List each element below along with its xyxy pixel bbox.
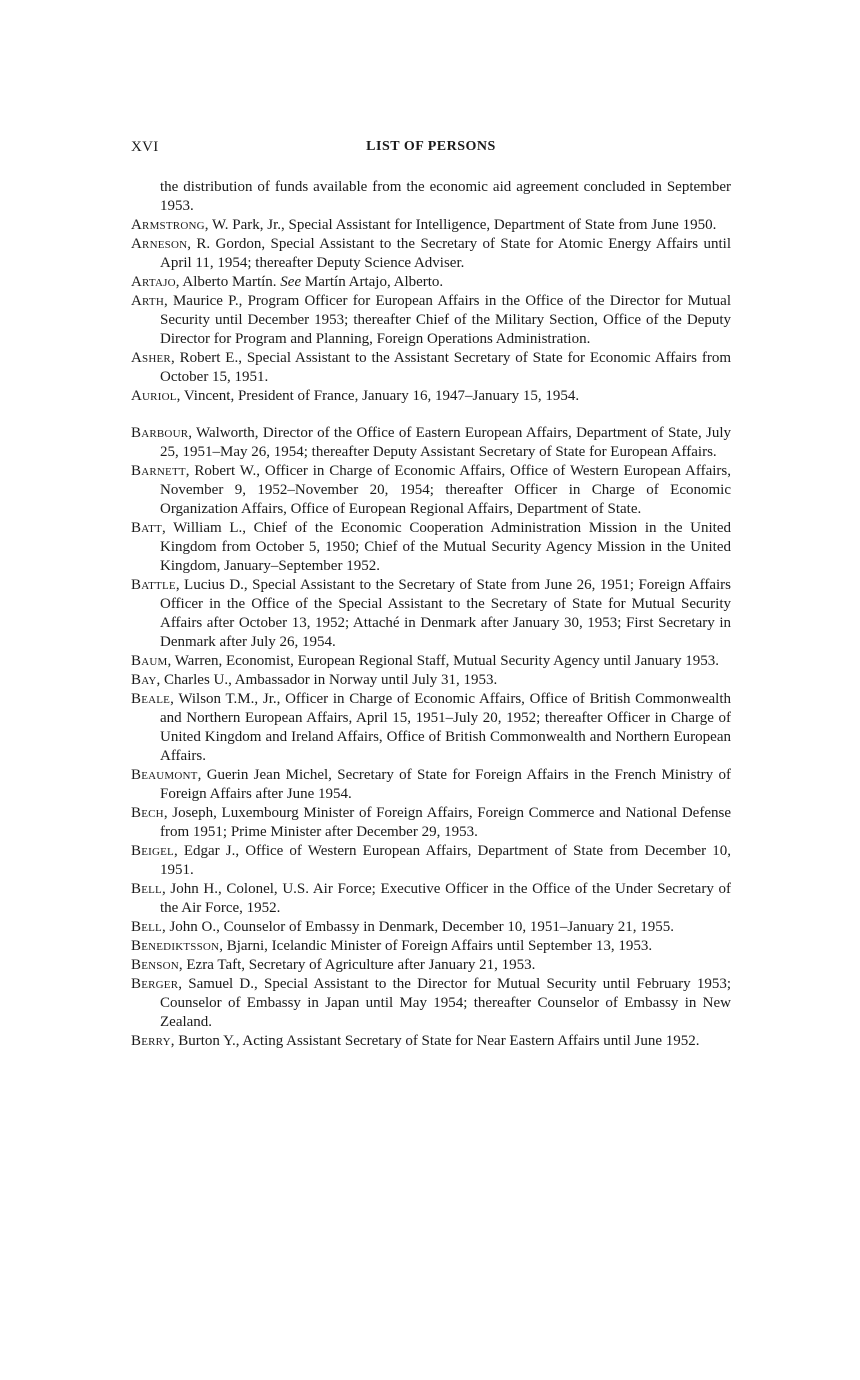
- entry-text: , John H., Colonel, U.S. Air Force; Executive Officer in the Office of the Under Secretary of the Air Force, 1952.: [160, 881, 731, 916]
- entry-surname: Auriol: [131, 388, 177, 404]
- entry-text: , Charles U., Ambassador in Norway until July 31, 1953.: [156, 672, 498, 688]
- person-entry: [131, 671, 731, 690]
- entry-text: , W. Park, Jr., Special Assistant for Intelligence, Department of State from June 1950.: [204, 217, 717, 233]
- entry-surname: Berger: [131, 976, 179, 992]
- entry-surname: Arth: [131, 293, 164, 309]
- entry-text: , Lucius D., Special Assistant to the Secretary of State from June 26, 1951; Foreign Affairs Officer in the Office of the Special Assistant to the Secretary of State for Mutual Security Affairs after October 13, 1952; Attaché in Denmark after January 30, 1953; First Secretary in Denmark after July 26, 1954.: [160, 577, 731, 650]
- entry-text: , Robert E., Special Assistant to the Assistant Secretary of State for Economic Affairs from October 15, 1951.: [160, 350, 731, 385]
- entry-surname: Benson: [131, 957, 179, 973]
- entry-surname: Artajo: [131, 274, 176, 290]
- running-head: [131, 139, 731, 161]
- entry-text: , R. Gordon, Special Assistant to the Secretary of State for Atomic Energy Affairs until April 11, 1954; thereafter Deputy Science Adviser.: [160, 236, 731, 271]
- entry-text: , Alberto Martín.: [175, 274, 281, 290]
- entry-text: , Maurice P., Program Officer for European Affairs in the Office of the Director for Mutual Security until December 1953; thereafter Chief of the Military Section, Office of the Deputy Director for Program and Planning, Foreign Operations Administration.: [160, 293, 731, 347]
- person-list: [131, 178, 731, 1051]
- person-entry: [131, 804, 731, 842]
- person-entry: [131, 842, 731, 880]
- entry-text: , Robert W., Officer in Charge of Economic Affairs, Office of Western European Affairs, November 9, 1952–November 20, 1954; thereafter Officer in Charge of Economic Organization Affairs, Office of European Regional Affairs, Department of State.: [160, 463, 731, 517]
- entry-text: , John O., Counselor of Embassy in Denmark, December 10, 1951–January 21, 1955.: [161, 919, 674, 935]
- entry-surname: Batt: [131, 520, 162, 536]
- continuation-text: the distribution of funds available from the economic aid agreement concluded in September 1953.: [160, 179, 731, 214]
- entry-surname: Bech: [131, 805, 164, 821]
- see-reference: See: [280, 274, 302, 290]
- entry-surname: Beale: [131, 691, 171, 707]
- entry-surname: Bay: [131, 672, 157, 688]
- entry-surname: Bell: [131, 919, 162, 935]
- person-entry: [131, 918, 731, 937]
- person-entry: [131, 273, 731, 292]
- person-entry: [131, 292, 731, 349]
- person-entry: [131, 652, 731, 671]
- person-entry: [131, 576, 731, 652]
- entry-surname: Bell: [131, 881, 162, 897]
- entry-text-after: Martín Artajo, Alberto.: [301, 274, 444, 290]
- page-number: XVI: [131, 139, 159, 155]
- person-entry: [131, 519, 731, 576]
- person-entry: [131, 349, 731, 387]
- entry-surname: Arneson: [131, 236, 188, 252]
- person-entry: [131, 937, 731, 956]
- person-entry: [131, 424, 731, 462]
- entry-text: , Edgar J., Office of Western European Affairs, Department of State from December 10, 1951.: [160, 843, 731, 878]
- entry-surname: Benediktsson: [131, 938, 220, 954]
- entry-surname: Battle: [131, 577, 176, 593]
- person-entry: [131, 462, 731, 519]
- entry-text: , Burton Y., Acting Assistant Secretary of State for Near Eastern Affairs until June 1952.: [170, 1033, 700, 1049]
- person-entry: [131, 1032, 731, 1051]
- entry-text: , Joseph, Luxembourg Minister of Foreign Affairs, Foreign Commerce and National Defense from 1951; Prime Minister after December 29, 1953.: [160, 805, 731, 840]
- entry-text: , Ezra Taft, Secretary of Agriculture after January 21, 1953.: [178, 957, 536, 973]
- group-b: [131, 424, 731, 1051]
- person-entry: [131, 956, 731, 975]
- entry-text: , Vincent, President of France, January 16, 1947–January 15, 1954.: [176, 388, 580, 404]
- person-entry: [131, 766, 731, 804]
- group-a: [131, 216, 731, 406]
- entry-surname: Barnett: [131, 463, 186, 479]
- entry-text: , Wilson T.M., Jr., Officer in Charge of Economic Affairs, Office of British Commonwealth and Northern European Affairs, April 15, 1951–July 20, 1952; thereafter Officer in Charge of United Kingdom and Ireland Affairs, Office of British Commonwealth and Northern European Affairs.: [160, 691, 731, 764]
- entry-text: , William L., Chief of the Economic Cooperation Administration Mission in the United Kingdom from October 5, 1950; Chief of the Mutual Security Agency Mission in the United Kingdom, January–September 1952.: [160, 520, 731, 574]
- person-entry: [131, 975, 731, 1032]
- entry-surname: Asher: [131, 350, 171, 366]
- entry-text: , Bjarni, Icelandic Minister of Foreign Affairs until September 13, 1953.: [219, 938, 653, 954]
- entry-surname: Barbour: [131, 425, 189, 441]
- entry-surname: Beaumont: [131, 767, 198, 783]
- person-entry: [131, 387, 731, 406]
- entry-text: , Guerin Jean Michel, Secretary of State for Foreign Affairs in the French Ministry of Foreign Affairs after June 1954.: [160, 767, 731, 802]
- person-entry: [131, 880, 731, 918]
- person-entry: [131, 690, 731, 766]
- entry-surname: Beigel: [131, 843, 174, 859]
- entry-surname: Berry: [131, 1033, 171, 1049]
- entry-text: , Warren, Economist, European Regional Staff, Mutual Security Agency until January 1953.: [167, 653, 719, 669]
- entry-text: , Walworth, Director of the Office of Eastern European Affairs, Department of State, July 25, 1951–May 26, 1954; thereafter Deputy Assistant Secretary of State for European Affairs.: [160, 425, 731, 460]
- entry-surname: Armstrong: [131, 217, 205, 233]
- person-entry: [131, 235, 731, 273]
- running-title: LIST OF PERSONS: [366, 139, 496, 154]
- entry-text: , Samuel D., Special Assistant to the Director for Mutual Security until February 1953; Counselor of Embassy in Japan until May 1954; thereafter Counselor of Embassy in New Zealand.: [160, 976, 731, 1030]
- entry-surname: Baum: [131, 653, 168, 669]
- person-entry: [131, 216, 731, 235]
